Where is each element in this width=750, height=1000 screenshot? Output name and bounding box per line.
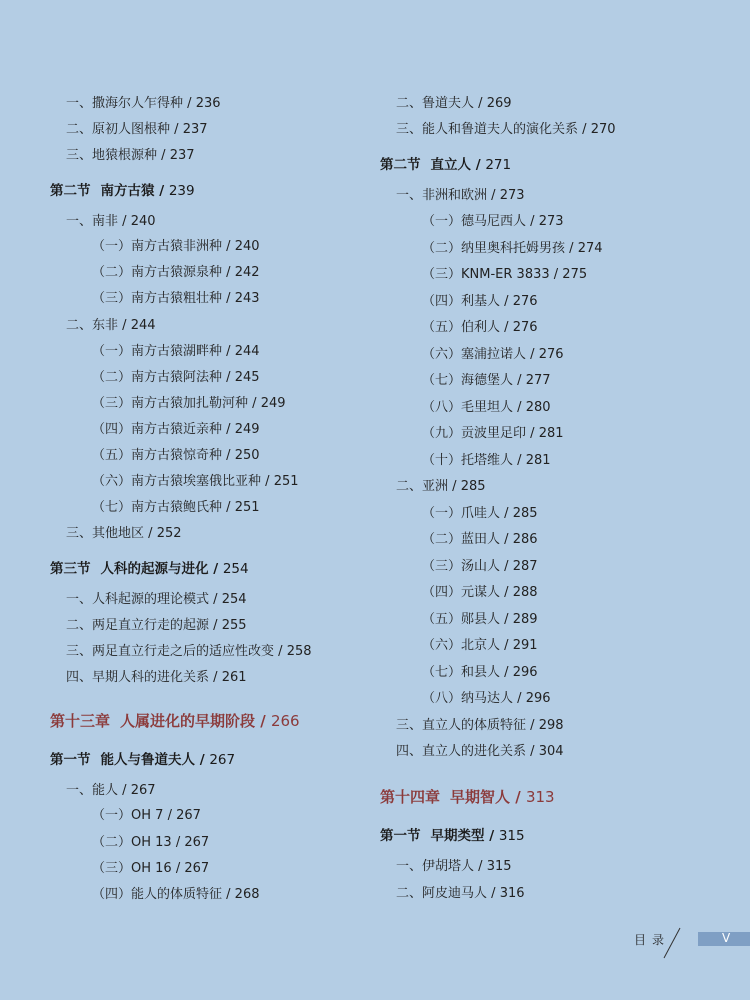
toc-entry-title: 郧县人 [461, 612, 501, 627]
toc-entry-number: （八） [422, 691, 462, 706]
toc-entry-title: 塞浦拉诺人 [461, 347, 527, 362]
toc-entry-number: 一、 [396, 188, 423, 203]
toc-entry-number: （四） [422, 585, 462, 600]
toc-entry-page: 304 [538, 744, 564, 759]
toc-item-entry: （七）和县人 / 296 [422, 665, 538, 680]
toc-entry-number: （二） [422, 532, 462, 547]
toc-entry-page: 268 [234, 887, 260, 902]
toc-entry-page: 251 [234, 500, 260, 515]
toc-item-entry: （六）塞浦拉诺人 / 276 [422, 347, 564, 362]
toc-entry-number: （九） [422, 426, 462, 441]
toc-entry-page: 267 [209, 752, 236, 768]
toc-entry-number: （七） [422, 665, 462, 680]
toc-entry-page: 285 [460, 479, 486, 494]
toc-entry-number: （一） [92, 344, 132, 359]
toc-entry-title: 直立人的进化关系 [422, 744, 527, 759]
toc-entry-number: （二） [92, 265, 132, 280]
toc-entry-title: 南方古猿非洲种 [131, 239, 223, 254]
toc-entry-page: 296 [525, 691, 551, 706]
toc-item-entry: （八）纳马达人 / 296 [422, 691, 551, 706]
toc-entry-number: 第一节 [380, 828, 421, 844]
toc-entry-title: 东非 [92, 318, 119, 333]
toc-entry-number: （十） [422, 453, 462, 468]
toc-entry-page: 288 [512, 585, 538, 600]
toc-entry-page: 252 [156, 526, 182, 541]
toc-entry-title: 两足直立行走的起源 [92, 618, 210, 633]
toc-entry-title: 德马尼西人 [461, 214, 527, 229]
toc-item-entry: （六）南方古猿埃塞俄比亚种 / 251 [92, 474, 299, 489]
toc-subsection-entry: 一、非洲和欧洲 / 273 [396, 188, 525, 203]
toc-subsection-entry: 三、地猿根源种 / 237 [66, 148, 195, 163]
toc-entry-page: 315 [498, 828, 525, 844]
toc-entry-title: 南方古猿粗壮种 [131, 291, 223, 306]
toc-section-entry: 第二节 南方古猿 / 239 [50, 183, 195, 199]
toc-item-entry: （四）南方古猿近亲种 / 249 [92, 422, 260, 437]
toc-subsection-entry: 一、人科起源的理论模式 / 254 [66, 592, 247, 607]
toc-entry-title: 早期类型 [430, 828, 485, 844]
toc-subsection-entry: 二、东非 / 244 [66, 318, 156, 333]
toc-subsection-entry: 一、能人 / 267 [66, 783, 156, 798]
toc-entry-page: 285 [512, 506, 538, 521]
toc-entry-number: （二） [92, 370, 132, 385]
toc-entry-number: （一） [92, 808, 132, 823]
toc-subsection-entry: 一、撒海尔人乍得种 / 236 [66, 96, 221, 111]
toc-entry-number: 三、 [66, 148, 93, 163]
footer-page-number: V [722, 931, 731, 945]
toc-entry-number: （四） [92, 422, 132, 437]
toc-entry-title: 地猿根源种 [92, 148, 158, 163]
toc-entry-title: 南方古猿鲍氏种 [131, 500, 223, 515]
toc-item-entry: （二）蓝田人 / 286 [422, 532, 538, 547]
toc-entry-title: 托塔维人 [461, 453, 514, 468]
toc-entry-number: （五） [422, 612, 462, 627]
toc-entry-title: 南方古猿埃塞俄比亚种 [131, 474, 262, 489]
toc-entry-page: 244 [234, 344, 260, 359]
toc-entry-page: 276 [512, 294, 538, 309]
toc-entry-number: （六） [422, 638, 462, 653]
toc-entry-number: 第一节 [50, 752, 91, 768]
toc-entry-number: 一、 [66, 783, 93, 798]
toc-entry-title: KNM-ER 3833 [461, 267, 550, 282]
toc-entry-title: 两足直立行走之后的适应性改变 [92, 644, 275, 659]
toc-section-entry: 第一节 早期类型 / 315 [380, 828, 525, 844]
toc-entry-number: （三） [92, 291, 132, 306]
toc-entry-number: （四） [422, 294, 462, 309]
toc-entry-title: 贡波里足印 [461, 426, 527, 441]
toc-section-entry: 第三节 人科的起源与进化 / 254 [50, 561, 249, 577]
toc-entry-page: 298 [538, 718, 564, 733]
toc-entry-page: 254 [222, 561, 249, 577]
toc-entry-number: 第二节 [380, 157, 421, 173]
toc-entry-title: 南非 [92, 214, 119, 229]
toc-entry-page: 250 [234, 448, 260, 463]
toc-subsection-entry: 四、早期人科的进化关系 / 261 [66, 670, 247, 685]
toc-entry-page: 239 [168, 183, 195, 199]
toc-entry-title: 伯利人 [461, 320, 501, 335]
toc-entry-page: 313 [525, 788, 555, 806]
toc-entry-number: （一） [422, 506, 462, 521]
toc-entry-number: 二、 [396, 96, 423, 111]
toc-entry-number: 第三节 [50, 561, 91, 577]
toc-item-entry: （七）海德堡人 / 277 [422, 373, 551, 388]
toc-entry-number: 一、 [66, 592, 93, 607]
toc-item-entry: （七）南方古猿鲍氏种 / 251 [92, 500, 260, 515]
toc-entry-page: 276 [512, 320, 538, 335]
toc-entry-number: 三、 [66, 526, 93, 541]
toc-entry-number: 二、 [396, 479, 423, 494]
toc-entry-page: 242 [234, 265, 260, 280]
toc-entry-title: 早期人科的进化关系 [92, 670, 210, 685]
toc-item-entry: （三）汤山人 / 287 [422, 559, 538, 574]
toc-item-entry: （二）OH 13 / 267 [92, 835, 210, 850]
toc-subsection-entry: 一、伊胡塔人 / 315 [396, 859, 512, 874]
toc-subsection-entry: 二、鲁道夫人 / 269 [396, 96, 512, 111]
toc-entry-number: 第二节 [50, 183, 91, 199]
toc-entry-number: （三） [92, 861, 132, 876]
toc-entry-page: 237 [182, 122, 208, 137]
toc-entry-title: 伊胡塔人 [422, 859, 475, 874]
toc-entry-title: 纳马达人 [461, 691, 514, 706]
toc-entry-title: OH 7 [131, 808, 164, 823]
toc-entry-number: 第十四章 [380, 788, 441, 806]
toc-entry-page: 281 [538, 426, 564, 441]
toc-item-entry: （二）南方古猿阿法种 / 245 [92, 370, 260, 385]
footer-label: 目录 [634, 933, 671, 947]
toc-entry-title: 能人与鲁道夫人 [100, 752, 195, 768]
toc-item-entry: （四）元谋人 / 288 [422, 585, 538, 600]
toc-entry-page: 280 [525, 400, 551, 415]
toc-entry-number: （二） [422, 241, 462, 256]
toc-entry-title: 爪哇人 [461, 506, 501, 521]
toc-chapter-entry: 第十三章 人属进化的早期阶段 / 266 [50, 712, 300, 730]
toc-entry-title: 汤山人 [461, 559, 501, 574]
toc-item-entry: （三）南方古猿加扎勒河种 / 249 [92, 396, 286, 411]
toc-item-entry: （一）南方古猿湖畔种 / 244 [92, 344, 260, 359]
toc-item-entry: （六）北京人 / 291 [422, 638, 538, 653]
toc-item-entry: （五）南方古猿惊奇种 / 250 [92, 448, 260, 463]
toc-entry-number: （二） [92, 835, 132, 850]
toc-item-entry: （三）KNM-ER 3833 / 275 [422, 267, 588, 282]
toc-entry-page: 267 [176, 808, 201, 823]
toc-item-entry: （一）南方古猿非洲种 / 240 [92, 239, 260, 254]
toc-entry-number: （六） [92, 474, 132, 489]
toc-entry-number: 二、 [396, 886, 423, 901]
toc-entry-number: （三） [92, 396, 132, 411]
toc-entry-page: 236 [195, 96, 221, 111]
toc-entry-page: 275 [562, 267, 588, 282]
toc-entry-number: 三、 [396, 718, 423, 733]
toc-entry-number: 一、 [396, 859, 423, 874]
toc-section-entry: 第一节 能人与鲁道夫人 / 267 [50, 752, 236, 768]
toc-entry-number: （八） [422, 400, 462, 415]
toc-subsection-entry: 三、直立人的体质特征 / 298 [396, 718, 564, 733]
toc-entry-title: 能人和鲁道夫人的演化关系 [422, 122, 579, 137]
toc-entry-page: 289 [512, 612, 538, 627]
toc-entry-title: 毛里坦人 [461, 400, 514, 415]
toc-entry-page: 273 [538, 214, 564, 229]
toc-entry-title: 亚洲 [422, 479, 449, 494]
toc-chapter-entry: 第十四章 早期智人 / 313 [380, 788, 555, 806]
toc-entry-title: 和县人 [461, 665, 501, 680]
toc-entry-page: 266 [270, 712, 300, 730]
toc-entry-page: 315 [486, 859, 512, 874]
toc-entry-title: 利基人 [461, 294, 501, 309]
toc-entry-title: 纳里奥科托姆男孩 [461, 241, 566, 256]
toc-subsection-entry: 三、其他地区 / 252 [66, 526, 182, 541]
toc-entry-number: （三） [422, 559, 462, 574]
toc-entry-number: （七） [92, 500, 132, 515]
toc-entry-title: 直立人的体质特征 [422, 718, 527, 733]
toc-entry-page: 249 [234, 422, 260, 437]
toc-item-entry: （三）南方古猿粗壮种 / 243 [92, 291, 260, 306]
toc-entry-page: 243 [234, 291, 260, 306]
toc-item-entry: （五）伯利人 / 276 [422, 320, 538, 335]
toc-subsection-entry: 三、两足直立行走之后的适应性改变 / 258 [66, 644, 312, 659]
toc-entry-page: 240 [234, 239, 260, 254]
toc-entry-page: 296 [512, 665, 538, 680]
toc-entry-title: 直立人 [430, 157, 471, 173]
toc-entry-page: 240 [130, 214, 156, 229]
toc-entry-page: 277 [525, 373, 551, 388]
toc-item-entry: （三）OH 16 / 267 [92, 861, 210, 876]
toc-entry-title: 南方古猿惊奇种 [131, 448, 223, 463]
toc-item-entry: （四）利基人 / 276 [422, 294, 538, 309]
toc-entry-page: 258 [286, 644, 312, 659]
toc-entry-page: 267 [184, 835, 210, 850]
toc-entry-title: 南方古猿加扎勒河种 [131, 396, 249, 411]
toc-entry-page: 274 [577, 241, 603, 256]
toc-entry-page: 245 [234, 370, 260, 385]
toc-entry-page: 267 [184, 861, 210, 876]
toc-entry-page: 281 [525, 453, 551, 468]
toc-item-entry: （八）毛里坦人 / 280 [422, 400, 551, 415]
toc-entry-number: 三、 [66, 644, 93, 659]
toc-entry-page: 291 [512, 638, 538, 653]
toc-entry-number: 一、 [66, 96, 93, 111]
toc-entry-title: 鲁道夫人 [422, 96, 475, 111]
toc-item-entry: （五）郧县人 / 289 [422, 612, 538, 627]
toc-entry-page: 251 [273, 474, 299, 489]
toc-entry-page: 270 [590, 122, 616, 137]
toc-entry-page: 271 [485, 157, 512, 173]
toc-subsection-entry: 二、原初人图根种 / 237 [66, 122, 208, 137]
toc-entry-title: 人科起源的理论模式 [92, 592, 210, 607]
toc-item-entry: （二）南方古猿源泉种 / 242 [92, 265, 260, 280]
toc-entry-number: （五） [92, 448, 132, 463]
toc-item-entry: （一）德马尼西人 / 273 [422, 214, 564, 229]
toc-entry-page: 276 [538, 347, 564, 362]
toc-entry-page: 254 [221, 592, 247, 607]
toc-subsection-entry: 二、阿皮迪马人 / 316 [396, 886, 525, 901]
toc-entry-number: 三、 [396, 122, 423, 137]
toc-entry-number: 第十三章 [50, 712, 111, 730]
toc-entry-number: 一、 [66, 214, 93, 229]
toc-entry-page: 267 [130, 783, 156, 798]
toc-entry-page: 244 [130, 318, 156, 333]
toc-item-entry: （九）贡波里足印 / 281 [422, 426, 564, 441]
toc-item-entry: （一）OH 7 / 267 [92, 808, 201, 823]
toc-entry-page: 287 [512, 559, 538, 574]
toc-entry-page: 316 [499, 886, 525, 901]
toc-entry-title: 阿皮迪马人 [422, 886, 488, 901]
toc-entry-number: 四、 [396, 744, 423, 759]
toc-entry-title: OH 16 [131, 861, 176, 876]
toc-entry-page: 273 [499, 188, 525, 203]
toc-entry-number: （四） [92, 887, 132, 902]
toc-entry-number: （三） [422, 267, 462, 282]
toc-entry-number: （七） [422, 373, 462, 388]
toc-entry-title: 北京人 [461, 638, 501, 653]
footer-slash-icon [660, 926, 684, 960]
toc-subsection-entry: 二、亚洲 / 285 [396, 479, 486, 494]
toc-entry-title: 能人的体质特征 [131, 887, 227, 902]
toc-entry-page: 249 [260, 396, 286, 411]
toc-entry-title: 非洲和欧洲 [422, 188, 488, 203]
toc-subsection-entry: 四、直立人的进化关系 / 304 [396, 744, 564, 759]
toc-entry-title: OH 13 [131, 835, 172, 850]
toc-entry-title: 南方古猿源泉种 [131, 265, 223, 280]
toc-entry-title: 原初人图根种 [92, 122, 171, 137]
toc-entry-title: 南方古猿阿法种 [131, 370, 223, 385]
toc-entry-title: 南方古猿 [100, 183, 155, 199]
toc-entry-title: 人科的起源与进化 [100, 561, 209, 577]
toc-entry-title: 海德堡人 [461, 373, 514, 388]
toc-entry-number: 四、 [66, 670, 93, 685]
toc-entry-title: 南方古猿湖畔种 [131, 344, 223, 359]
toc-entry-number: 二、 [66, 122, 93, 137]
toc-item-entry: （十）托塔维人 / 281 [422, 453, 551, 468]
toc-subsection-entry: 二、两足直立行走的起源 / 255 [66, 618, 247, 633]
toc-entry-title: 蓝田人 [461, 532, 501, 547]
toc-entry-number: （一） [92, 239, 132, 254]
toc-entry-page: 286 [512, 532, 538, 547]
toc-entry-number: 二、 [66, 618, 93, 633]
toc-entry-number: （六） [422, 347, 462, 362]
toc-entry-title: 人属进化的早期阶段 [120, 712, 256, 730]
toc-entry-page: 255 [221, 618, 247, 633]
toc-item-entry: （二）纳里奥科托姆男孩 / 274 [422, 241, 603, 256]
toc-entry-title: 元谋人 [461, 585, 501, 600]
toc-entry-number: （五） [422, 320, 462, 335]
toc-item-entry: （四）能人的体质特征 / 268 [92, 887, 260, 902]
toc-entry-title: 早期智人 [450, 788, 511, 806]
toc-entry-title: 能人 [92, 783, 119, 798]
toc-section-entry: 第二节 直立人 / 271 [380, 157, 512, 173]
toc-item-entry: （一）爪哇人 / 285 [422, 506, 538, 521]
toc-entry-number: 二、 [66, 318, 93, 333]
toc-entry-title: 南方古猿近亲种 [131, 422, 223, 437]
toc-entry-page: 261 [221, 670, 247, 685]
toc-entry-page: 269 [486, 96, 512, 111]
toc-entry-title: 其他地区 [92, 526, 145, 541]
toc-subsection-entry: 一、南非 / 240 [66, 214, 156, 229]
toc-subsection-entry: 三、能人和鲁道夫人的演化关系 / 270 [396, 122, 616, 137]
toc-entry-title: 撒海尔人乍得种 [92, 96, 184, 111]
toc-entry-page: 237 [169, 148, 195, 163]
toc-entry-number: （一） [422, 214, 462, 229]
